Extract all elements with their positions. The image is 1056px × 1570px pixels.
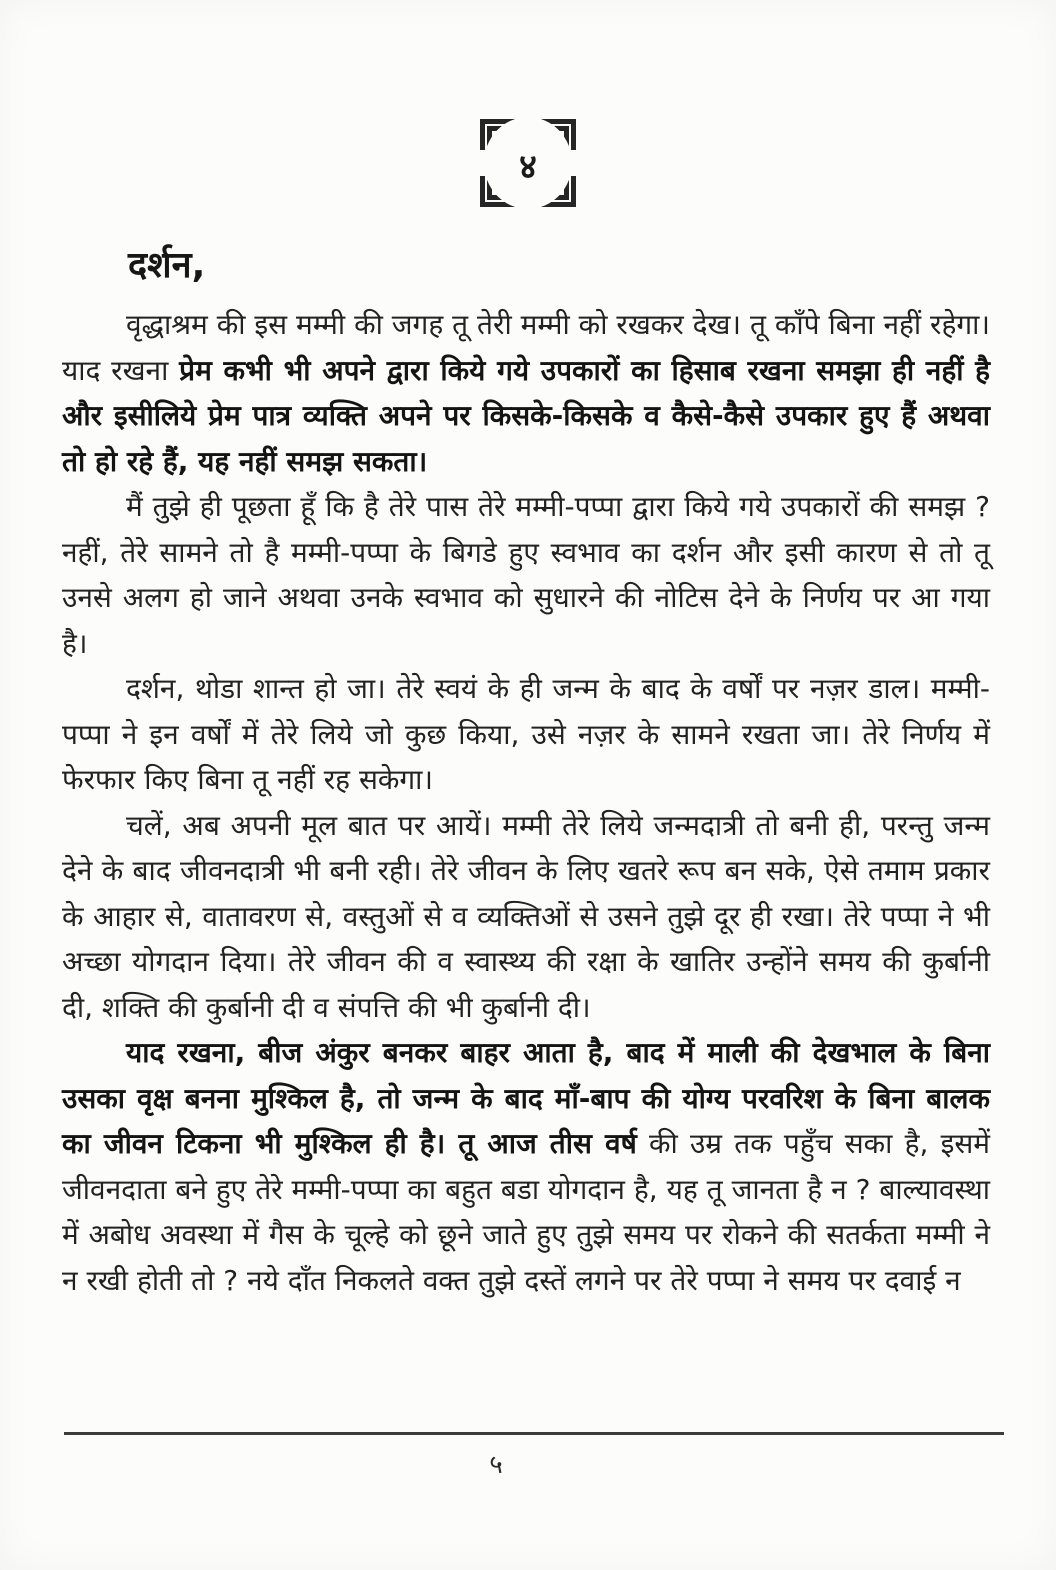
page-number: ५ xyxy=(489,1450,503,1480)
page-footer xyxy=(64,1432,1004,1481)
section-heading: दर्शन, xyxy=(128,245,206,286)
paragraph-5-text: की उम्र तक पहुँच सका है, इसमें जीवनदाता बने हुए तेरे मम्मी-पप्पा का बहुत बडा योगदान है, यह तू जानता है न ? बाल्यावस्था में अबोध अवस्था में गैस के चूल्हे को छूने जाते हुए तुझे समय पर रोकने की सतर्कता मम्मी ने न रखी होती तो ? नये दाँत निकलते वक्त तुझे दस्तें लगने पर तेरे पप्पा ने समय पर दवाई न xyxy=(62,1127,990,1297)
paragraph-2-text: मैं तुझे ही पूछता हूँ कि है तेरे पास तेरे मम्मी-पप्पा द्वारा किये गये उपकारों की समझ ? नहीं, तेरे सामने तो है मम्मी-पप्पा के बिगडे हुए स्वभाव का दर्शन और इसी कारण से तो तू उनसे अलग हो जाने अथवा उनके स्वभाव को सुधारने की नोटिस देने के निर्णय पर आ गया है। xyxy=(62,490,990,660)
paragraph-2 xyxy=(62,484,990,666)
paragraph-4-text: चलें, अब अपनी मूल बात पर आयें। मम्मी तेरे लिये जन्मदात्री तो बनी ही, परन्तु जन्म देने के बाद जीवनदात्री भी बनी रही। तेरे जीवन के लिए खतरे रूप बन सके, ऐसे तमाम प्रकार के आहार से, वातावरण से, वस्तुओं से व व्यक्तिओं से उसने तुझे दूर ही रखा। तेरे पप्पा ने भी अच्छा योगदान दिया। तेरे जीवन की व स्वास्थ्य की रक्षा के खातिर उन्होंने समय की कुर्बानी दी, शक्ति की कुर्बानी दी व संपत्ति की भी कुर्बानी दी। xyxy=(62,808,990,1024)
footer-rule xyxy=(64,1432,1004,1435)
paragraph-3-text: दर्शन, थोडा शान्त हो जा। तेरे स्वयं के ही जन्म के बाद के वर्षों पर नज़र डाल। मम्मी-पप्पा ने इन वर्षों में तेरे लिये जो कुछ किया, उसे नज़र के सामने रखता जा। तेरे निर्णय में फेरफार किए बिना तू नहीं रह सकेगा। xyxy=(62,672,990,796)
paragraph-1-emphasis: प्रेम कभी भी अपने द्वारा किये गये उपकारों का हिसाब रखना समझा ही नहीं है और इसीलिये प्रेम पात्र व्यक्ति अपने पर किसके-किसके व कैसे-कैसे उपकार हुए हैं अथवा तो हो रहे हैं, यह नहीं समझ सकता। xyxy=(62,353,990,478)
paragraph-5-emphasis: याद रखना, बीज अंकुर बनकर बाहर आता है, बाद में माली की देखभाल के बिना उसका वृक्ष बनना मुश्किल है, तो जन्म के बाद माँ-बाप की योग्य परवरिश के बिना बालक का जीवन टिकना भी मुश्किल ही है। तू आज तीस वर्ष xyxy=(62,1036,990,1160)
chapter-ornament-wrap xyxy=(0,0,1056,208)
paragraph-4 xyxy=(62,803,990,1031)
paragraph-1 xyxy=(62,302,990,484)
chapter-number: ४ xyxy=(519,147,537,187)
chapter-ornament xyxy=(477,118,579,208)
paragraph-1-text: वृद्धाश्रम की इस मम्मी की जगह तू तेरी मम्मी को रखकर देख। तू काँपे बिना नहीं रहेगा। याद रखना xyxy=(62,308,990,387)
paragraph-5 xyxy=(62,1030,990,1303)
page-body xyxy=(62,302,990,1303)
paragraph-3 xyxy=(62,666,990,803)
